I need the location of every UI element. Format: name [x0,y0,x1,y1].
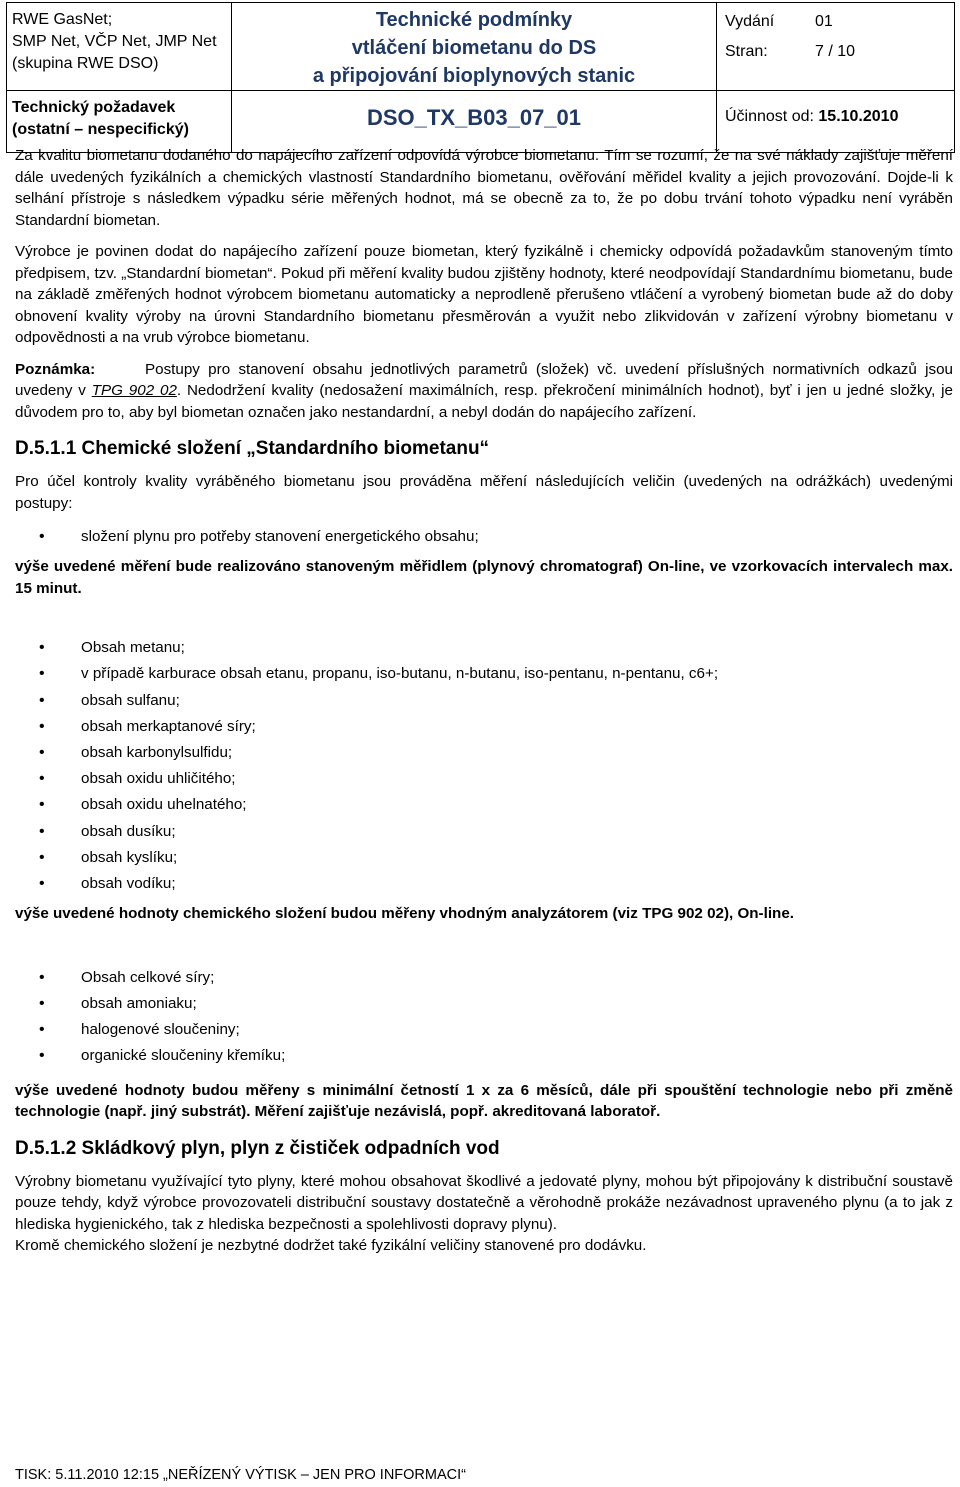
issue-label: Vydání [725,13,775,30]
list-item: • obsah amoniaku; [15,991,953,1017]
section-heading-landfill-gas: D.5.1.2 Skládkový plyn, plyn z čističek odpadních vod [15,1137,500,1159]
issue-value: 01 [815,13,833,30]
bold-statement-analyzer: výše uvedené hodnoty chemického složení budou měřeny vhodným analyzátorem (viz TPG 902 02), On-line. [15,905,794,923]
section-heading-chemical-composition: D.5.1.1 Chemické složení „Standardního biometanu“ [15,438,490,459]
doc-title-line1: Technické podmínky [375,9,573,31]
requirement-type: Technický požadavek [12,99,176,116]
document-body [15,145,953,1267]
requirement-subtype: (ostatní – nespecifický) [12,121,189,138]
bold-statement-laboratory: výše uvedené hodnoty budou měřeny s minimální četností 1 x za 6 měsíců, dále při spouštění technologie nebo při změně technologie (např. jiný substrát). Měření zajišťuje nezávislá, popř. akreditovaná laboratoř. [15,1081,953,1121]
list-item: • obsah oxidu uhelnatého; [15,792,953,818]
list-item: • Obsah metanu; [15,635,953,661]
doc-title-line2: vtláčení biometanu do DS [351,37,597,59]
list-energy [15,524,953,550]
page-label: Stran: [725,43,768,60]
list-trace-components [15,965,953,1070]
list-item: • Obsah celkové síry; [15,965,953,991]
list-item: • obsah sulfanu; [15,688,953,714]
company-subsidiaries: SMP Net, VČP Net, JMP Net [12,33,217,50]
note-text-a: Postupy pro stanovení obsahu jednotlivých parametrů (složek) vč. uvedení příslušných normativních odkazů jsou uvedeny v [15,360,953,399]
note-label: Poznámka: [15,360,96,378]
list-item: • složení plynu pro potřeby stanovení energetického obsahu; [15,524,953,550]
list-item: • obsah vodíku; [15,871,953,897]
list-item: • obsah merkaptanové síry; [15,714,953,740]
tpg-reference-link[interactable]: TPG 902 02 [91,382,177,399]
effective-cell [717,91,955,153]
paragraph-quality-responsibility: Za kvalitu biometanu dodaného do napájecího zařízení odpovídá výrobce biometanu. Tím se rozumí, že na své náklady zajišťuje měření dále uvedených fyzikálních a chemických vlastností Standardního biometanu, ověřování měřidel kvality a jejich provozování. Dojde-li k selhání přístroje s následkem výpadku série měřených hodnot, má se obecně za to, že po dobu trvání tohoto výpadku není vyráběn Standardní biometan. [15,147,953,229]
company-group: (skupina RWE DSO) [12,55,159,72]
effective-date: 15.10.2010 [818,108,899,125]
note-text-b: . Nedodržení kvality (nedosažení maximálních, resp. překročení minimálních hodnot), byť i jen u jedné složky, je důvodem pro to, aby byl biometan označen jako nestandardní, a nebyl dodán do napájecího zařízení. [15,382,953,421]
list-item: • obsah kyslíku; [15,845,953,871]
list-item: • obsah dusíku; [15,819,953,845]
list-item: • halogenové sloučeniny; [15,1017,953,1043]
paragraph-producer-duty: Výrobce je povinen dodat do napájecího zařízení pouze biometan, který fyzikálně i chemicky odpovídá požadavkům stanoveným tímto předpisem, tzv. „Standardní biometan“. Pokud při měření kvality budou zjištěny hodnoty, které neodpovídají Standardnímu biometanu, bude na základě změřených hodnot výrobcem biometanu automaticky a neprodleně přerušeno vtláčení a vyrobený biometan bude až do doby obnovení kvality výroby na úrovni Standardního biometanu přesměrován a využit nebo zlikvidován v zařízení výrobny biometanu v odpovědnosti a na vrub výrobce biometanu. [15,243,953,346]
page-value: 7 / 10 [815,43,856,60]
list-item: • v případě karburace obsah etanu, propanu, iso-butanu, n-butanu, iso-pentanu, n-pentanu, c6+; [15,661,953,687]
title-cell [232,3,717,91]
doc-title-line3: a připojování bioplynových stanic [312,65,636,87]
list-item: • obsah karbonylsulfidu; [15,740,953,766]
effective-label: Účinnost od: [725,108,814,125]
company-name: RWE GasNet; [12,11,113,28]
doc-code: DSO_TX_B03_07_01 [232,91,717,153]
document-header [6,2,955,153]
list-item: • organické sloučeniny křemíku; [15,1043,953,1069]
note-paragraph [15,359,953,424]
print-footer: TISK: 5.11.2010 12:15 „NEŘÍZENÝ VÝTISK – JEN PRO INFORMACI“ [15,1467,466,1483]
company-cell [7,3,232,91]
paragraph-landfill-conditions: Výrobny biometanu využívající tyto plyny, které mohou obsahovat škodlivé a jedovaté plyny, mohou být připojovány k distribuční soustavě pouze tehdy, když výrobce provozovateli distribuční soustavy dostatečně a věrohodně prokáže nezávadnost upraveného plynu (a to jak z hlediska hygienického, tak z hlediska bezpečnosti a spolehlivosti dopravy plynu). [15,1172,953,1233]
list-components [15,635,953,897]
issue-cell [717,3,955,91]
bold-statement-chromatograph: výše uvedené měření bude realizováno stanoveným měřidlem (plynový chromatograf) On-line, ve vzorkovacích intervalech max. 15 minut. [15,558,953,597]
paragraph-physical-quantities: Kromě chemického složení je nezbytné dodržet také fyzikální veličiny stanovené pro dodávku. [15,1237,647,1255]
paragraph-measurement-purpose: Pro účel kontroly kvality vyráběného biometanu jsou prováděna měření následujících veličin (uvedených na odrážkách) uvedenými postupy: [15,473,953,512]
requirement-cell [7,91,232,153]
list-item: • obsah oxidu uhličitého; [15,766,953,792]
